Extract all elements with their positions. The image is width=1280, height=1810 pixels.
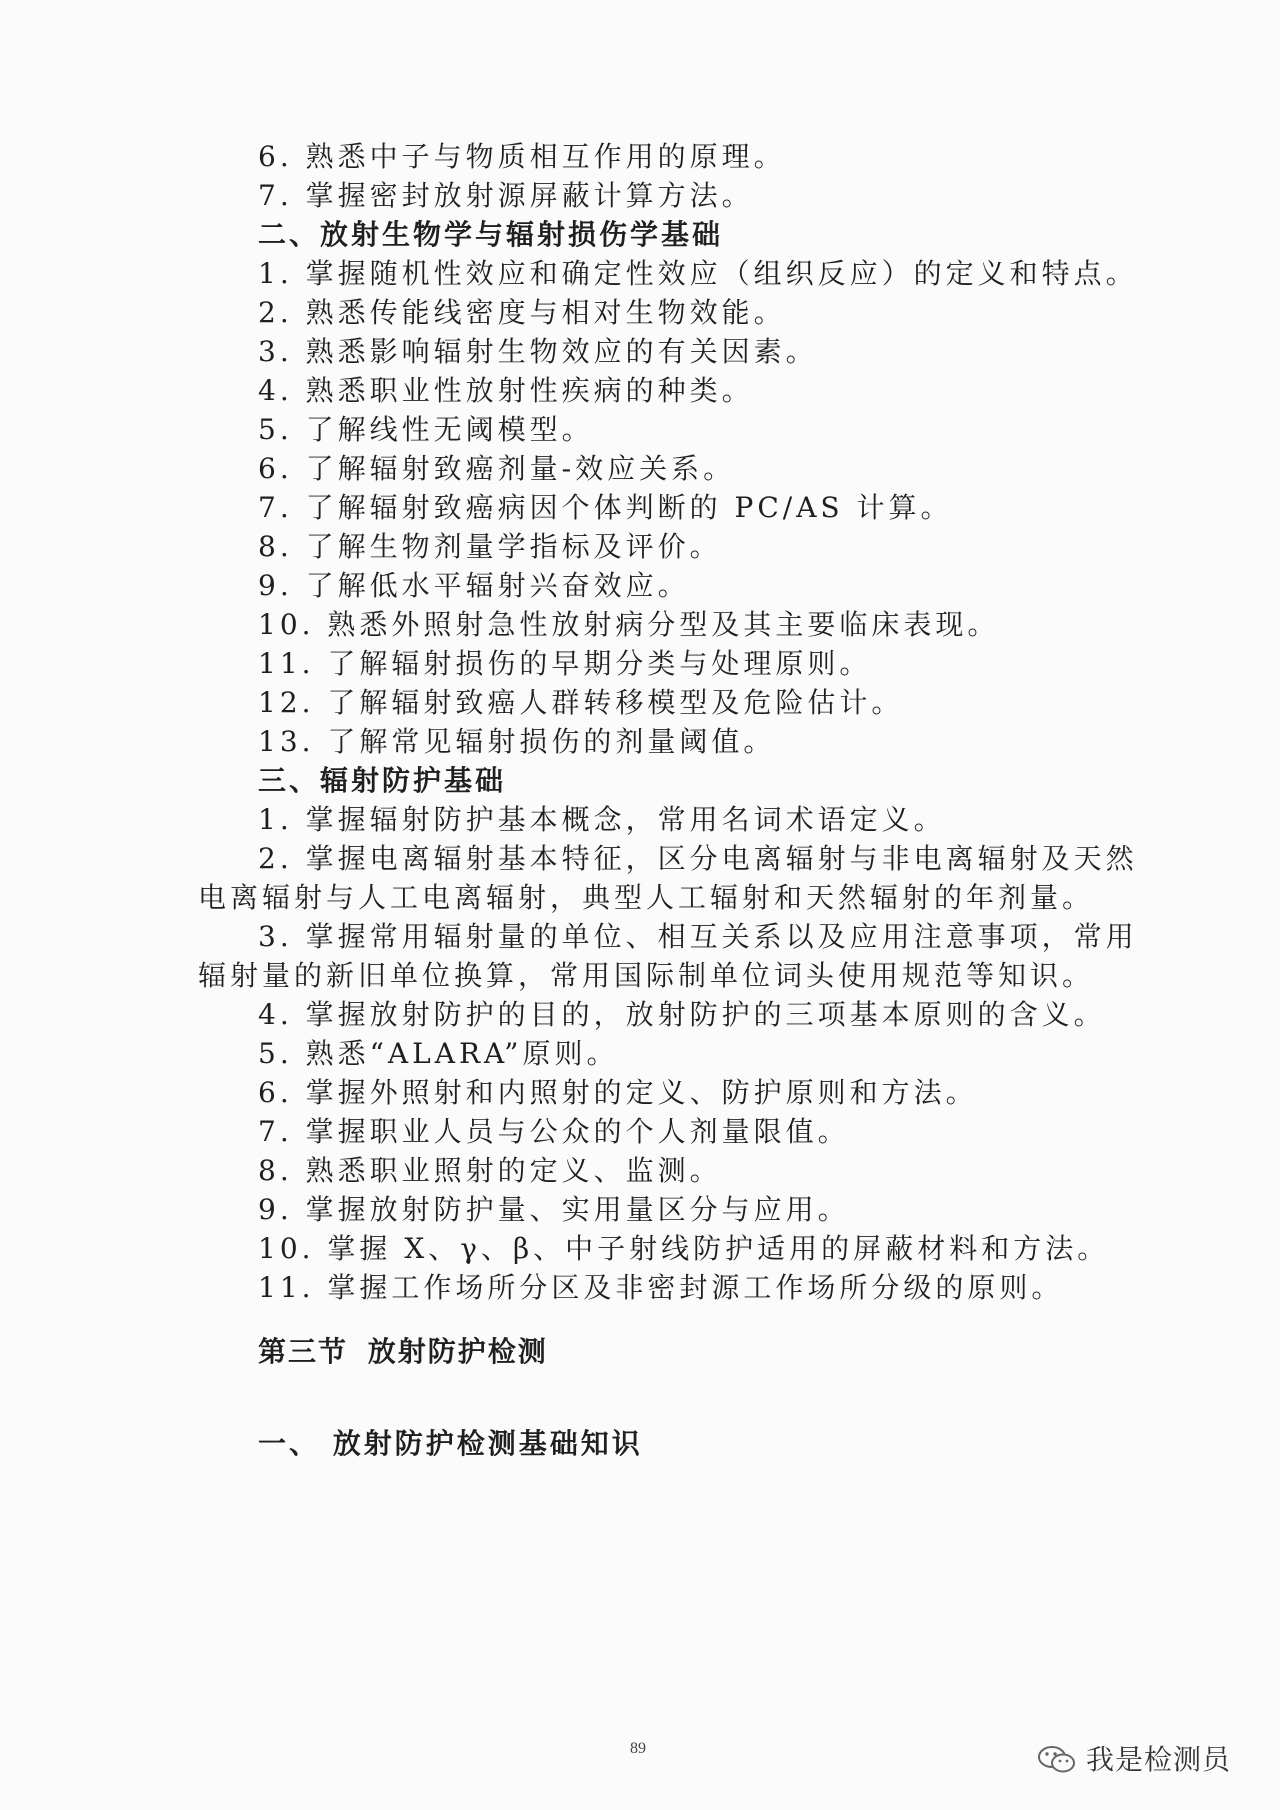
section-heading: 三、辐射防护基础 xyxy=(258,764,507,797)
chapter-section-title: 第三节 放射防护检测 xyxy=(258,1335,548,1368)
section-heading: 二、放射生物学与辐射损伤学基础 xyxy=(258,218,724,251)
wechat-icon xyxy=(1036,1743,1078,1777)
list-item: 1. 掌握随机性效应和确定性效应（组织反应）的定义和特点。 xyxy=(258,257,1138,290)
list-item: 12. 了解辐射致癌人群转移模型及危险估计。 xyxy=(258,686,904,719)
list-item: 9. 掌握放射防护量、实用量区分与应用。 xyxy=(258,1193,850,1226)
list-item: 2. 熟悉传能线密度与相对生物效能。 xyxy=(258,296,786,329)
list-item: 8. 了解生物剂量学指标及评价。 xyxy=(258,530,722,563)
list-item: 7. 掌握职业人员与公众的个人剂量限值。 xyxy=(258,1115,850,1148)
list-item: 5. 了解线性无阈模型。 xyxy=(258,413,594,446)
list-item: 4. 掌握放射防护的目的，放射防护的三项基本原则的含义。 xyxy=(258,998,1106,1031)
list-item: 7. 掌握密封放射源屏蔽计算方法。 xyxy=(258,179,754,212)
list-item: 9. 了解低水平辐射兴奋效应。 xyxy=(258,569,690,602)
page-number: 89 xyxy=(630,1740,646,1757)
list-item-continuation: 辐射量的新旧单位换算，常用国际制单位词头使用规范等知识。 xyxy=(198,959,1095,992)
watermark-text: 我是检测员 xyxy=(1086,1743,1232,1776)
list-item-continuation: 电离辐射与人工电离辐射，典型人工辐射和天然辐射的年剂量。 xyxy=(198,881,1095,914)
list-item: 6. 了解辐射致癌剂量-效应关系。 xyxy=(258,452,736,485)
watermark xyxy=(1036,1740,1256,1780)
list-item: 10. 熟悉外照射急性放射病分型及其主要临床表现。 xyxy=(258,608,1000,641)
list-item: 4. 熟悉职业性放射性疾病的种类。 xyxy=(258,374,754,407)
list-item: 8. 熟悉职业照射的定义、监测。 xyxy=(258,1154,722,1187)
subsection-heading: 一、 放射防护检测基础知识 xyxy=(258,1427,643,1460)
list-item: 10. 掌握 X、γ、β、中子射线防护适用的屏蔽材料和方法。 xyxy=(258,1232,1110,1265)
list-item: 1. 掌握辐射防护基本概念，常用名词术语定义。 xyxy=(258,803,946,836)
list-item: 11. 掌握工作场所分区及非密封源工作场所分级的原则。 xyxy=(258,1271,1064,1304)
list-item: 7. 了解辐射致癌病因个体判断的 PC/AS 计算。 xyxy=(258,491,953,524)
list-item: 3. 掌握常用辐射量的单位、相互关系以及应用注意事项，常用 xyxy=(258,920,1138,953)
list-item: 2. 掌握电离辐射基本特征，区分电离辐射与非电离辐射及天然 xyxy=(258,842,1138,875)
list-item: 11. 了解辐射损伤的早期分类与处理原则。 xyxy=(258,647,872,680)
list-item: 6. 熟悉中子与物质相互作用的原理。 xyxy=(258,140,786,173)
list-item: 13. 了解常见辐射损伤的剂量阈值。 xyxy=(258,725,776,758)
list-item: 3. 熟悉影响辐射生物效应的有关因素。 xyxy=(258,335,818,368)
list-item: 5. 熟悉“ALARA”原则。 xyxy=(258,1037,619,1070)
list-item: 6. 掌握外照射和内照射的定义、防护原则和方法。 xyxy=(258,1076,978,1109)
